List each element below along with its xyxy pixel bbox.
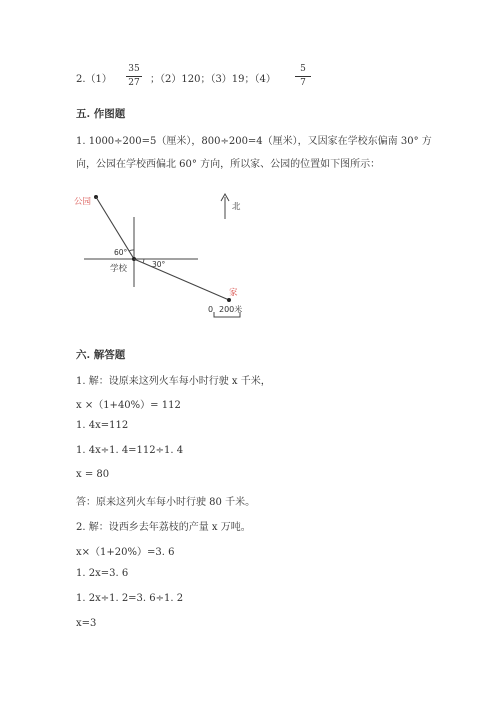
fraction-5-7 [293, 64, 313, 89]
fraction-numerator: 35 [128, 64, 140, 74]
answer-line: 1. 4x=112 [76, 420, 129, 431]
angle-60-arc [129, 250, 134, 251]
q2-prefix: 2.（1） [76, 74, 112, 85]
angle-60-label: 60° [114, 248, 128, 257]
section-6-heading: 六. 解答题 [76, 349, 126, 361]
scale-distance-label: 200米 [219, 305, 243, 314]
answer-line: 答：原来这列火车每小时行驶 80 千米。 [76, 497, 256, 508]
answer-line: 2. 解：设西乡去年荔枝的产量 x 万吨。 [76, 522, 251, 533]
fraction-bar [126, 76, 142, 77]
fraction-denominator: 27 [128, 78, 140, 88]
scale-zero-label: 0 [208, 305, 214, 314]
fraction-bar [295, 76, 311, 77]
school-label: 学校 [110, 264, 128, 274]
section-5-heading: 五. 作图题 [76, 108, 126, 120]
answer-line: 1. 4x÷1. 4=112÷1. 4 [76, 445, 184, 456]
north-label: 北 [232, 202, 241, 212]
answer-line: 1. 解：设原来这列火车每小时行驶 x 千米， [76, 376, 271, 387]
park-label: 公园 [74, 197, 92, 207]
answer-line: 1. 2x=3. 6 [76, 568, 129, 579]
location-diagram [0, 185, 500, 335]
answer-line: 1. 2x÷1. 2=3. 6÷1. 2 [76, 593, 184, 604]
section-5-line-1: 1. 1000÷200=5（厘米），800÷200=4（厘米），又因家在学校东偏南 30° 方 [76, 136, 432, 147]
section-5-line-2: 向，公园在学校西偏北 60° 方向，所以家、公园的位置如下图所示： [76, 159, 381, 170]
fraction-denominator: 7 [300, 78, 306, 88]
fraction-35-27 [124, 64, 144, 89]
q2-middle: ；（2）120；（3）19；（4） [150, 74, 276, 85]
school-home-line [134, 259, 229, 300]
answer-line: x ×（1+40%）= 112 [76, 400, 181, 411]
answer-line: x=3 [76, 618, 97, 629]
fraction-numerator: 5 [300, 64, 306, 74]
answer-line: x×（1+20%）=3. 6 [76, 547, 175, 558]
angle-30-label: 30° [152, 260, 166, 269]
home-label: 家 [229, 288, 238, 298]
answer-line: x = 80 [76, 469, 110, 480]
home-point [227, 298, 231, 302]
